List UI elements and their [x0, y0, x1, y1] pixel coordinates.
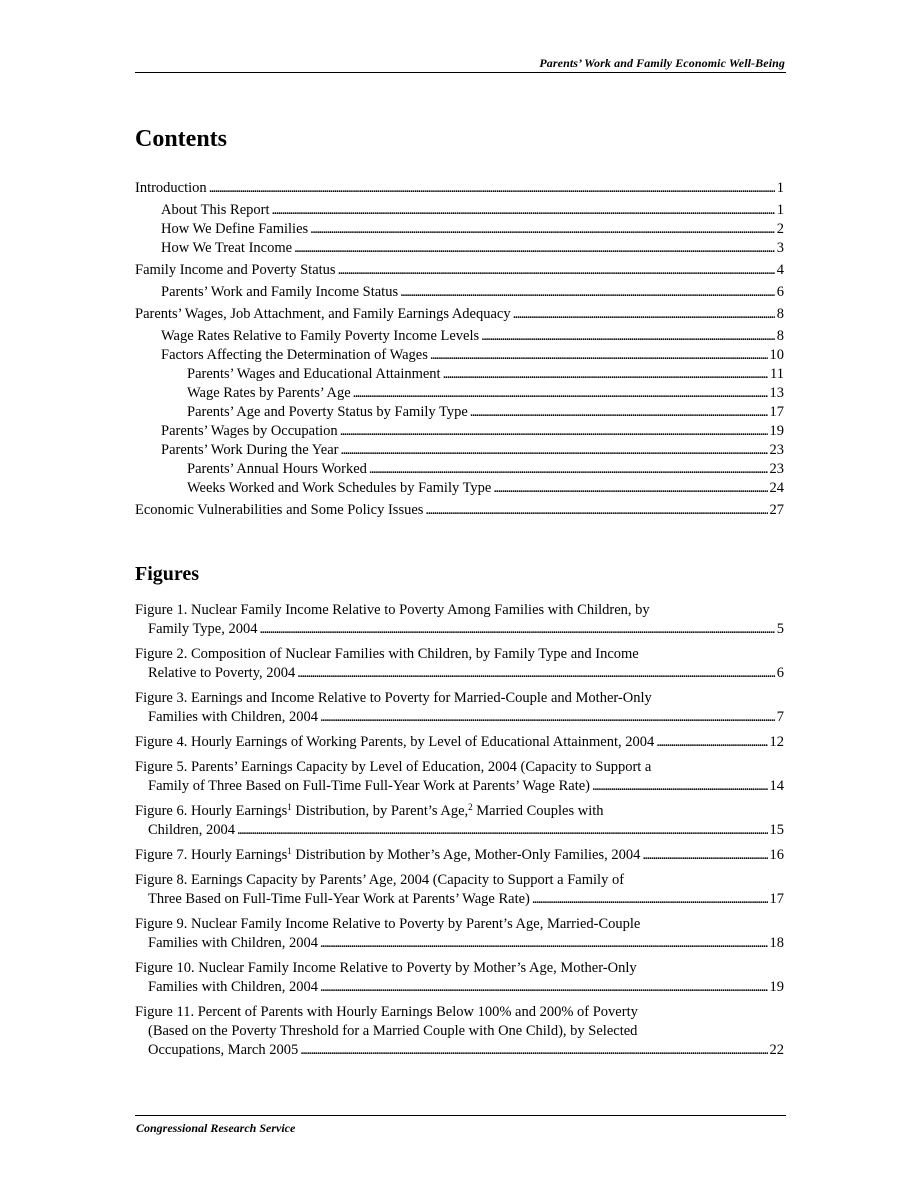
- figure-page-number: 16: [769, 847, 784, 863]
- dot-leader: [656, 733, 767, 752]
- figure-entry-4[interactable]: [135, 733, 784, 752]
- toc-entry-weeks-worked-schedules[interactable]: [135, 479, 784, 498]
- figure-entry-text: Figure 5. Parents’ Earnings Capacity by Level of Education, 2004 (Capacity to Support a: [135, 759, 652, 775]
- dot-leader: [493, 479, 767, 498]
- dot-leader: [320, 708, 775, 727]
- toc-page-number: 17: [769, 404, 784, 420]
- dot-leader: [237, 821, 768, 840]
- dot-leader: [369, 460, 768, 479]
- dot-leader: [294, 239, 775, 258]
- figure-entry-6[interactable]: [135, 802, 784, 840]
- dot-leader: [481, 327, 775, 346]
- toc-page-number: 23: [769, 461, 784, 477]
- contents-list: [135, 176, 784, 520]
- toc-page-number: 6: [776, 284, 784, 300]
- toc-entry-label: Parents’ Work During the Year: [161, 442, 339, 458]
- figure-entry-text: Family of Three Based on Full-Time Full-Year Work at Parents’ Wage Rate): [148, 778, 591, 794]
- toc-page-number: 2: [776, 221, 784, 237]
- toc-entry-about-this-report[interactable]: [135, 201, 784, 220]
- dot-leader: [443, 365, 768, 384]
- toc-entry-label: Parents’ Work and Family Income Status: [161, 284, 399, 300]
- footnote-ref[interactable]: 2: [468, 802, 473, 812]
- figure-entry-11[interactable]: [135, 1003, 784, 1060]
- footnote-ref[interactable]: 1: [287, 846, 292, 856]
- toc-page-number: 23: [769, 442, 784, 458]
- toc-page-number: 27: [769, 502, 784, 518]
- toc-entry-parents-work-income-status[interactable]: [135, 283, 784, 302]
- figure-page-number: 15: [769, 822, 784, 838]
- toc-entry-work-during-year[interactable]: [135, 441, 784, 460]
- figure-title-part: Distribution by Mother’s Age, Mother-Only Families, 2004: [291, 847, 641, 863]
- figure-title-part: Distribution, by Parent’s Age,: [291, 803, 469, 819]
- dot-leader: [340, 422, 768, 441]
- dot-leader: [430, 346, 768, 365]
- toc-page-number: 24: [769, 480, 784, 496]
- dot-leader: [300, 1041, 767, 1060]
- toc-entry-label: Parents’ Wages, Job Attachment, and Family Earnings Adequacy: [135, 306, 511, 322]
- contents-title: Contents: [135, 126, 228, 152]
- toc-entry-label: Parents’ Wages and Educational Attainment: [187, 366, 441, 382]
- figure-page-number: 6: [776, 665, 784, 681]
- toc-entry-label: How We Treat Income: [161, 240, 293, 256]
- dot-leader: [271, 201, 774, 220]
- figure-entry-text: Family Type, 2004: [148, 621, 258, 637]
- toc-entry-label: Factors Affecting the Determination of Wages: [161, 347, 428, 363]
- figure-page-number: 19: [769, 979, 784, 995]
- toc-entry-annual-hours-worked[interactable]: [135, 460, 784, 479]
- figure-entry-text: Figure 2. Composition of Nuclear Families with Children, by Family Type and Income: [135, 646, 639, 662]
- toc-page-number: 8: [776, 306, 784, 322]
- toc-entry-label: Parents’ Wages by Occupation: [161, 423, 338, 439]
- figure-entry-text: (Based on the Poverty Threshold for a Married Couple with One Child), by Selected: [148, 1023, 638, 1039]
- toc-entry-label: About This Report: [161, 202, 270, 218]
- toc-entry-label: How We Define Families: [161, 221, 309, 237]
- figure-page-number: 5: [776, 621, 784, 637]
- figures-list: [135, 601, 784, 1066]
- dot-leader: [425, 501, 767, 520]
- figure-entry-3[interactable]: [135, 689, 784, 727]
- figure-entry-text: [135, 846, 640, 865]
- toc-entry-age-poverty-family-type[interactable]: [135, 403, 784, 422]
- dot-leader: [400, 283, 775, 302]
- figure-entry-text: Families with Children, 2004: [148, 709, 318, 725]
- toc-entry-label: Parents’ Annual Hours Worked: [187, 461, 367, 477]
- toc-entry-wages-by-occupation[interactable]: [135, 422, 784, 441]
- figure-entry-text: Figure 11. Percent of Parents with Hourly Earnings Below 100% and 200% of Poverty: [135, 1004, 638, 1020]
- dot-leader: [259, 620, 774, 639]
- toc-entry-how-we-treat-income[interactable]: [135, 239, 784, 258]
- toc-entry-label: Wage Rates by Parents’ Age: [187, 385, 351, 401]
- toc-page-number: 8: [776, 328, 784, 344]
- toc-entry-label: Economic Vulnerabilities and Some Policy Issues: [135, 502, 424, 518]
- figure-entry-text: Figure 10. Nuclear Family Income Relative to Poverty by Mother’s Age, Mother-Only: [135, 960, 637, 976]
- footnote-ref[interactable]: 1: [287, 802, 292, 812]
- dot-leader: [642, 846, 767, 865]
- toc-page-number: 13: [769, 385, 784, 401]
- figure-entry-9[interactable]: [135, 915, 784, 953]
- toc-entry-label: Wage Rates Relative to Family Poverty Income Levels: [161, 328, 480, 344]
- dot-leader: [513, 305, 775, 324]
- dot-leader: [470, 403, 768, 422]
- toc-page-number: 19: [769, 423, 784, 439]
- toc-page-number: 3: [776, 240, 784, 256]
- dot-leader: [338, 261, 775, 280]
- figure-entry-text: Families with Children, 2004: [148, 935, 318, 951]
- figure-entry-7[interactable]: [135, 846, 784, 865]
- running-footer: Congressional Research Service: [136, 1121, 296, 1135]
- figure-entry-1[interactable]: [135, 601, 784, 639]
- figure-entry-text: [135, 802, 784, 821]
- toc-page-number: 4: [776, 262, 784, 278]
- toc-page-number: 10: [769, 347, 784, 363]
- dot-leader: [592, 777, 767, 796]
- figure-entry-2[interactable]: [135, 645, 784, 683]
- figure-entry-text: Figure 8. Earnings Capacity by Parents’ Age, 2004 (Capacity to Support a Family of: [135, 872, 625, 888]
- footer-rule: [135, 1115, 786, 1116]
- figure-entry-text: Relative to Poverty, 2004: [148, 665, 296, 681]
- toc-entry-economic-vulnerabilities[interactable]: [135, 501, 784, 520]
- toc-entry-label: Parents’ Age and Poverty Status by Family Type: [187, 404, 468, 420]
- toc-entry-label: Introduction: [135, 180, 207, 196]
- toc-entry-factors-affecting-wages[interactable]: [135, 346, 784, 365]
- toc-entry-wage-rates-by-age[interactable]: [135, 384, 784, 403]
- figure-title-part: Married Couples with: [472, 803, 604, 819]
- dot-leader: [310, 220, 775, 239]
- figure-page-number: 14: [769, 778, 784, 794]
- figure-entry-8[interactable]: [135, 871, 784, 909]
- toc-entry-wage-rates-relative-poverty[interactable]: [135, 327, 784, 346]
- header-rule: [135, 72, 786, 73]
- figures-title: Figures: [135, 563, 200, 585]
- figure-entry-5[interactable]: [135, 758, 784, 796]
- figure-entry-text: Figure 3. Earnings and Income Relative to Poverty for Married-Couple and Mother-Only: [135, 690, 652, 706]
- dot-leader: [341, 441, 768, 460]
- figure-page-number: 7: [776, 709, 784, 725]
- toc-entry-wages-educational-attainment[interactable]: [135, 365, 784, 384]
- toc-entry-label: Family Income and Poverty Status: [135, 262, 336, 278]
- figure-entry-text: Figure 1. Nuclear Family Income Relative to Poverty Among Families with Children, by: [135, 602, 650, 618]
- figure-entry-10[interactable]: [135, 959, 784, 997]
- figure-page-number: 17: [769, 891, 784, 907]
- figure-entry-text: Three Based on Full-Time Full-Year Work at Parents’ Wage Rate): [148, 891, 530, 907]
- toc-entry-label: Weeks Worked and Work Schedules by Family Type: [187, 480, 492, 496]
- figure-entry-text: Figure 4. Hourly Earnings of Working Parents, by Level of Educational Attainment, 2004: [135, 734, 655, 750]
- figure-entry-text: Families with Children, 2004: [148, 979, 318, 995]
- dot-leader: [297, 664, 774, 683]
- figure-entry-text: Figure 9. Nuclear Family Income Relative to Poverty by Parent’s Age, Married-Couple: [135, 916, 641, 932]
- figure-title-part: Figure 7. Hourly Earnings: [135, 847, 288, 863]
- figure-page-number: 18: [769, 935, 784, 951]
- toc-entry-how-we-define-families[interactable]: [135, 220, 784, 239]
- toc-page-number: 1: [776, 202, 784, 218]
- dot-leader: [320, 978, 768, 997]
- toc-page-number: 1: [776, 180, 784, 196]
- figure-entry-text: Occupations, March 2005: [148, 1042, 299, 1058]
- toc-entry-introduction[interactable]: [135, 179, 784, 198]
- figure-entry-text: Children, 2004: [148, 822, 235, 838]
- dot-leader: [320, 934, 768, 953]
- figure-title-part: Figure 6. Hourly Earnings: [135, 803, 288, 819]
- dot-leader: [209, 179, 775, 198]
- figure-page-number: 22: [769, 1042, 784, 1058]
- toc-page-number: 11: [770, 366, 784, 382]
- running-header: Parents’ Work and Family Economic Well-Being: [539, 56, 785, 70]
- dot-leader: [353, 384, 768, 403]
- dot-leader: [532, 890, 768, 909]
- toc-entry-parents-wages-job-attachment[interactable]: [135, 305, 784, 324]
- figure-page-number: 12: [769, 734, 784, 750]
- toc-entry-family-income-poverty[interactable]: [135, 261, 784, 280]
